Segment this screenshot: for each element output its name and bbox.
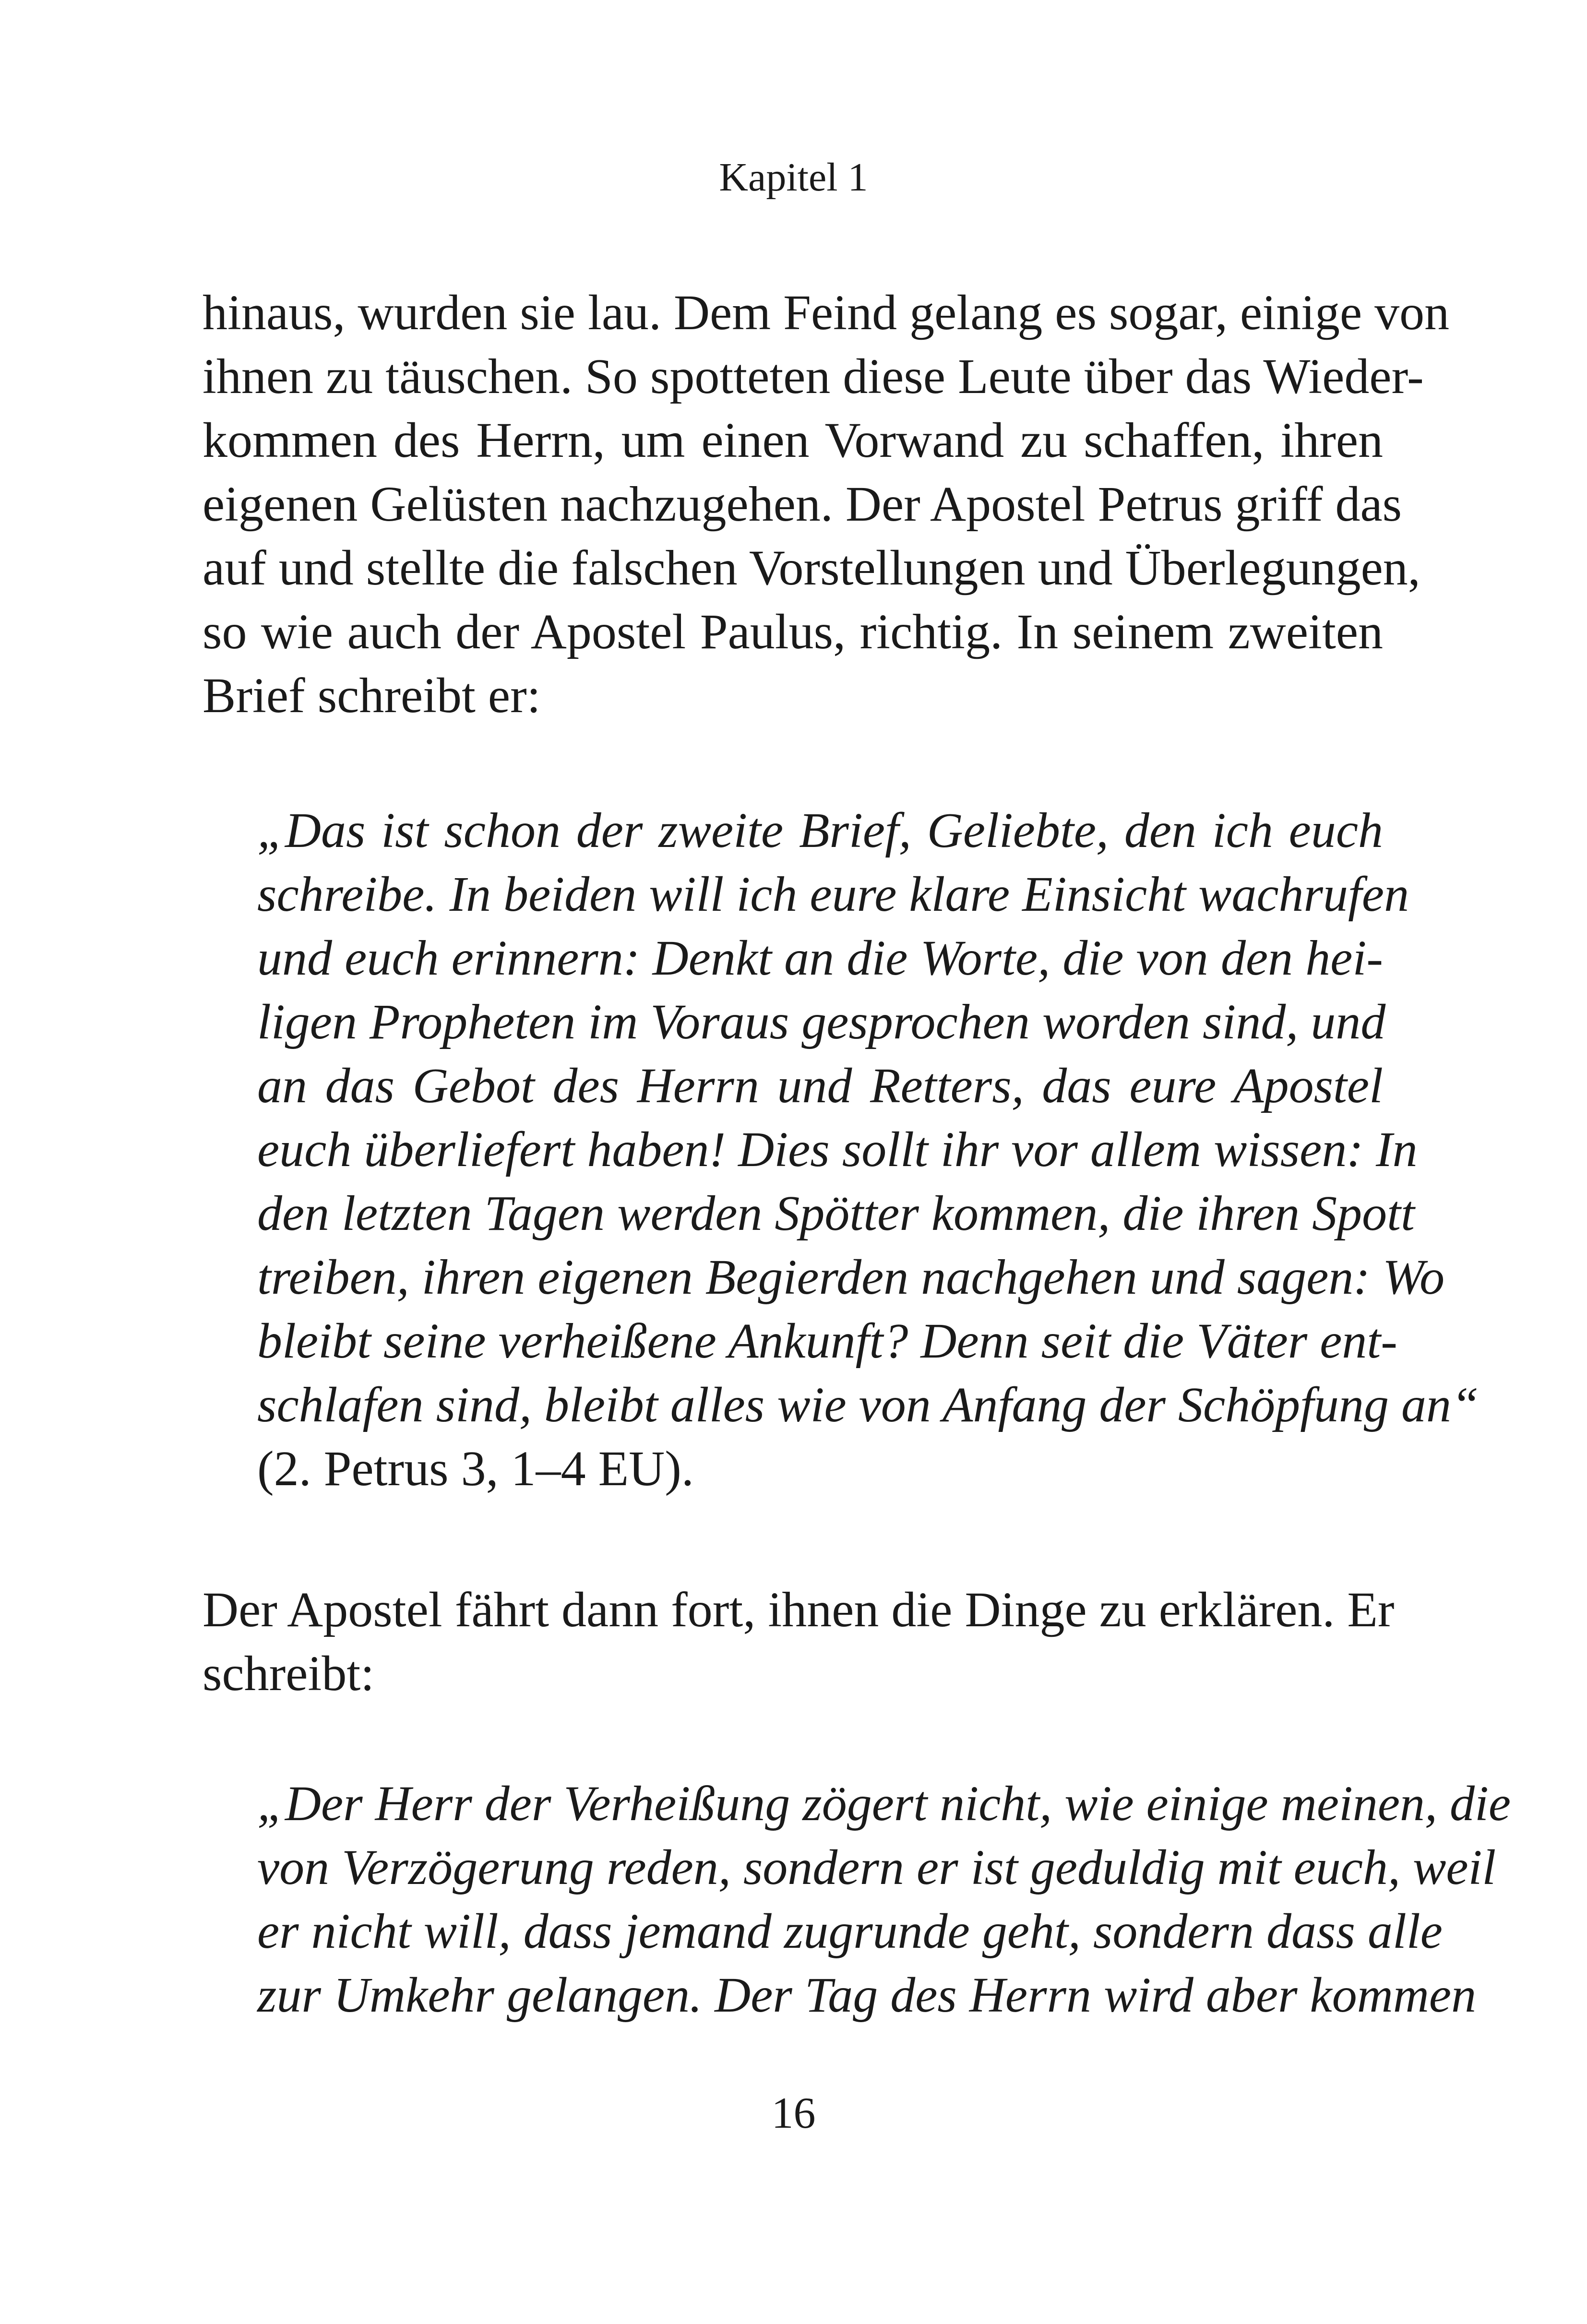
paragraph-line: kommen des Herrn, um einen Vorwand zu schaffen, ihren <box>203 413 1383 468</box>
quote-line: „Der Herr der Verheißung zögert nicht, wie einige meinen, die <box>257 1776 1511 1831</box>
running-head: Kapitel 1 <box>719 155 868 200</box>
block-quote-2 <box>257 1772 1511 2027</box>
quote-line: zur Umkehr gelangen. Der Tag des Herrn wird aber kommen <box>257 1967 1477 2023</box>
quote-line: ligen Propheten im Voraus gesprochen worden sind, und <box>257 994 1386 1049</box>
quote-line: von Verzögerung reden, sondern er ist geduldig mit euch, weil <box>257 1840 1496 1895</box>
quote-line: euch überliefert haben! Dies sollt ihr vor allem wissen: In <box>257 1122 1418 1177</box>
paragraph-line: ihnen zu täuschen. So spotteten diese Leute über das Wieder- <box>203 349 1424 404</box>
quote-line: schlafen sind, bleibt alles wie von Anfang der Schöpfung an“ <box>257 1377 1479 1432</box>
paragraph-line: auf und stellte die falschen Vorstellungen und Überlegungen, <box>203 540 1420 596</box>
quote-line: den letzten Tagen werden Spötter kommen, die ihren Spott <box>257 1186 1415 1241</box>
paragraph-line: eigenen Gelüsten nachzugehen. Der Apostel Petrus griff das <box>203 477 1402 532</box>
quote-line: und euch erinnern: Denkt an die Worte, die von den hei- <box>257 930 1383 986</box>
paragraph-line: hinaus, wurden sie lau. Dem Feind gelang es sogar, einige von <box>203 285 1450 340</box>
quote-line: schreibe. In beiden will ich eure klare Einsicht wachrufen <box>257 867 1409 922</box>
paragraph-1 <box>203 281 1450 727</box>
quote-line: bleibt seine verheißene Ankunft? Denn seit die Väter ent- <box>257 1313 1397 1369</box>
paragraph-line: so wie auch der Apostel Paulus, richtig. In seinem zweiten <box>203 604 1383 659</box>
paragraph-line: schreibt: <box>203 1646 375 1701</box>
quote-line: treiben, ihren eigenen Begierden nachgehen und sagen: Wo <box>257 1250 1445 1305</box>
quote-line: er nicht will, dass jemand zugrunde geht, sondern dass alle <box>257 1904 1443 1959</box>
paragraph-line: Der Apostel fährt dann fort, ihnen die Dinge zu erklären. Er <box>203 1582 1395 1637</box>
bible-reference: (2. Petrus 3, 1–4 EU). <box>257 1441 694 1496</box>
paragraph-line: Brief schreibt er: <box>203 668 541 723</box>
block-quote-1 <box>257 799 1479 1501</box>
quote-line: an das Gebot des Herrn und Retters, das eure Apostel <box>257 1058 1383 1113</box>
page-number: 16 <box>771 2088 816 2137</box>
quote-line: „Das ist schon der zweite Brief, Geliebte, den ich euch <box>257 803 1383 858</box>
paragraph-2 <box>203 1578 1395 1705</box>
